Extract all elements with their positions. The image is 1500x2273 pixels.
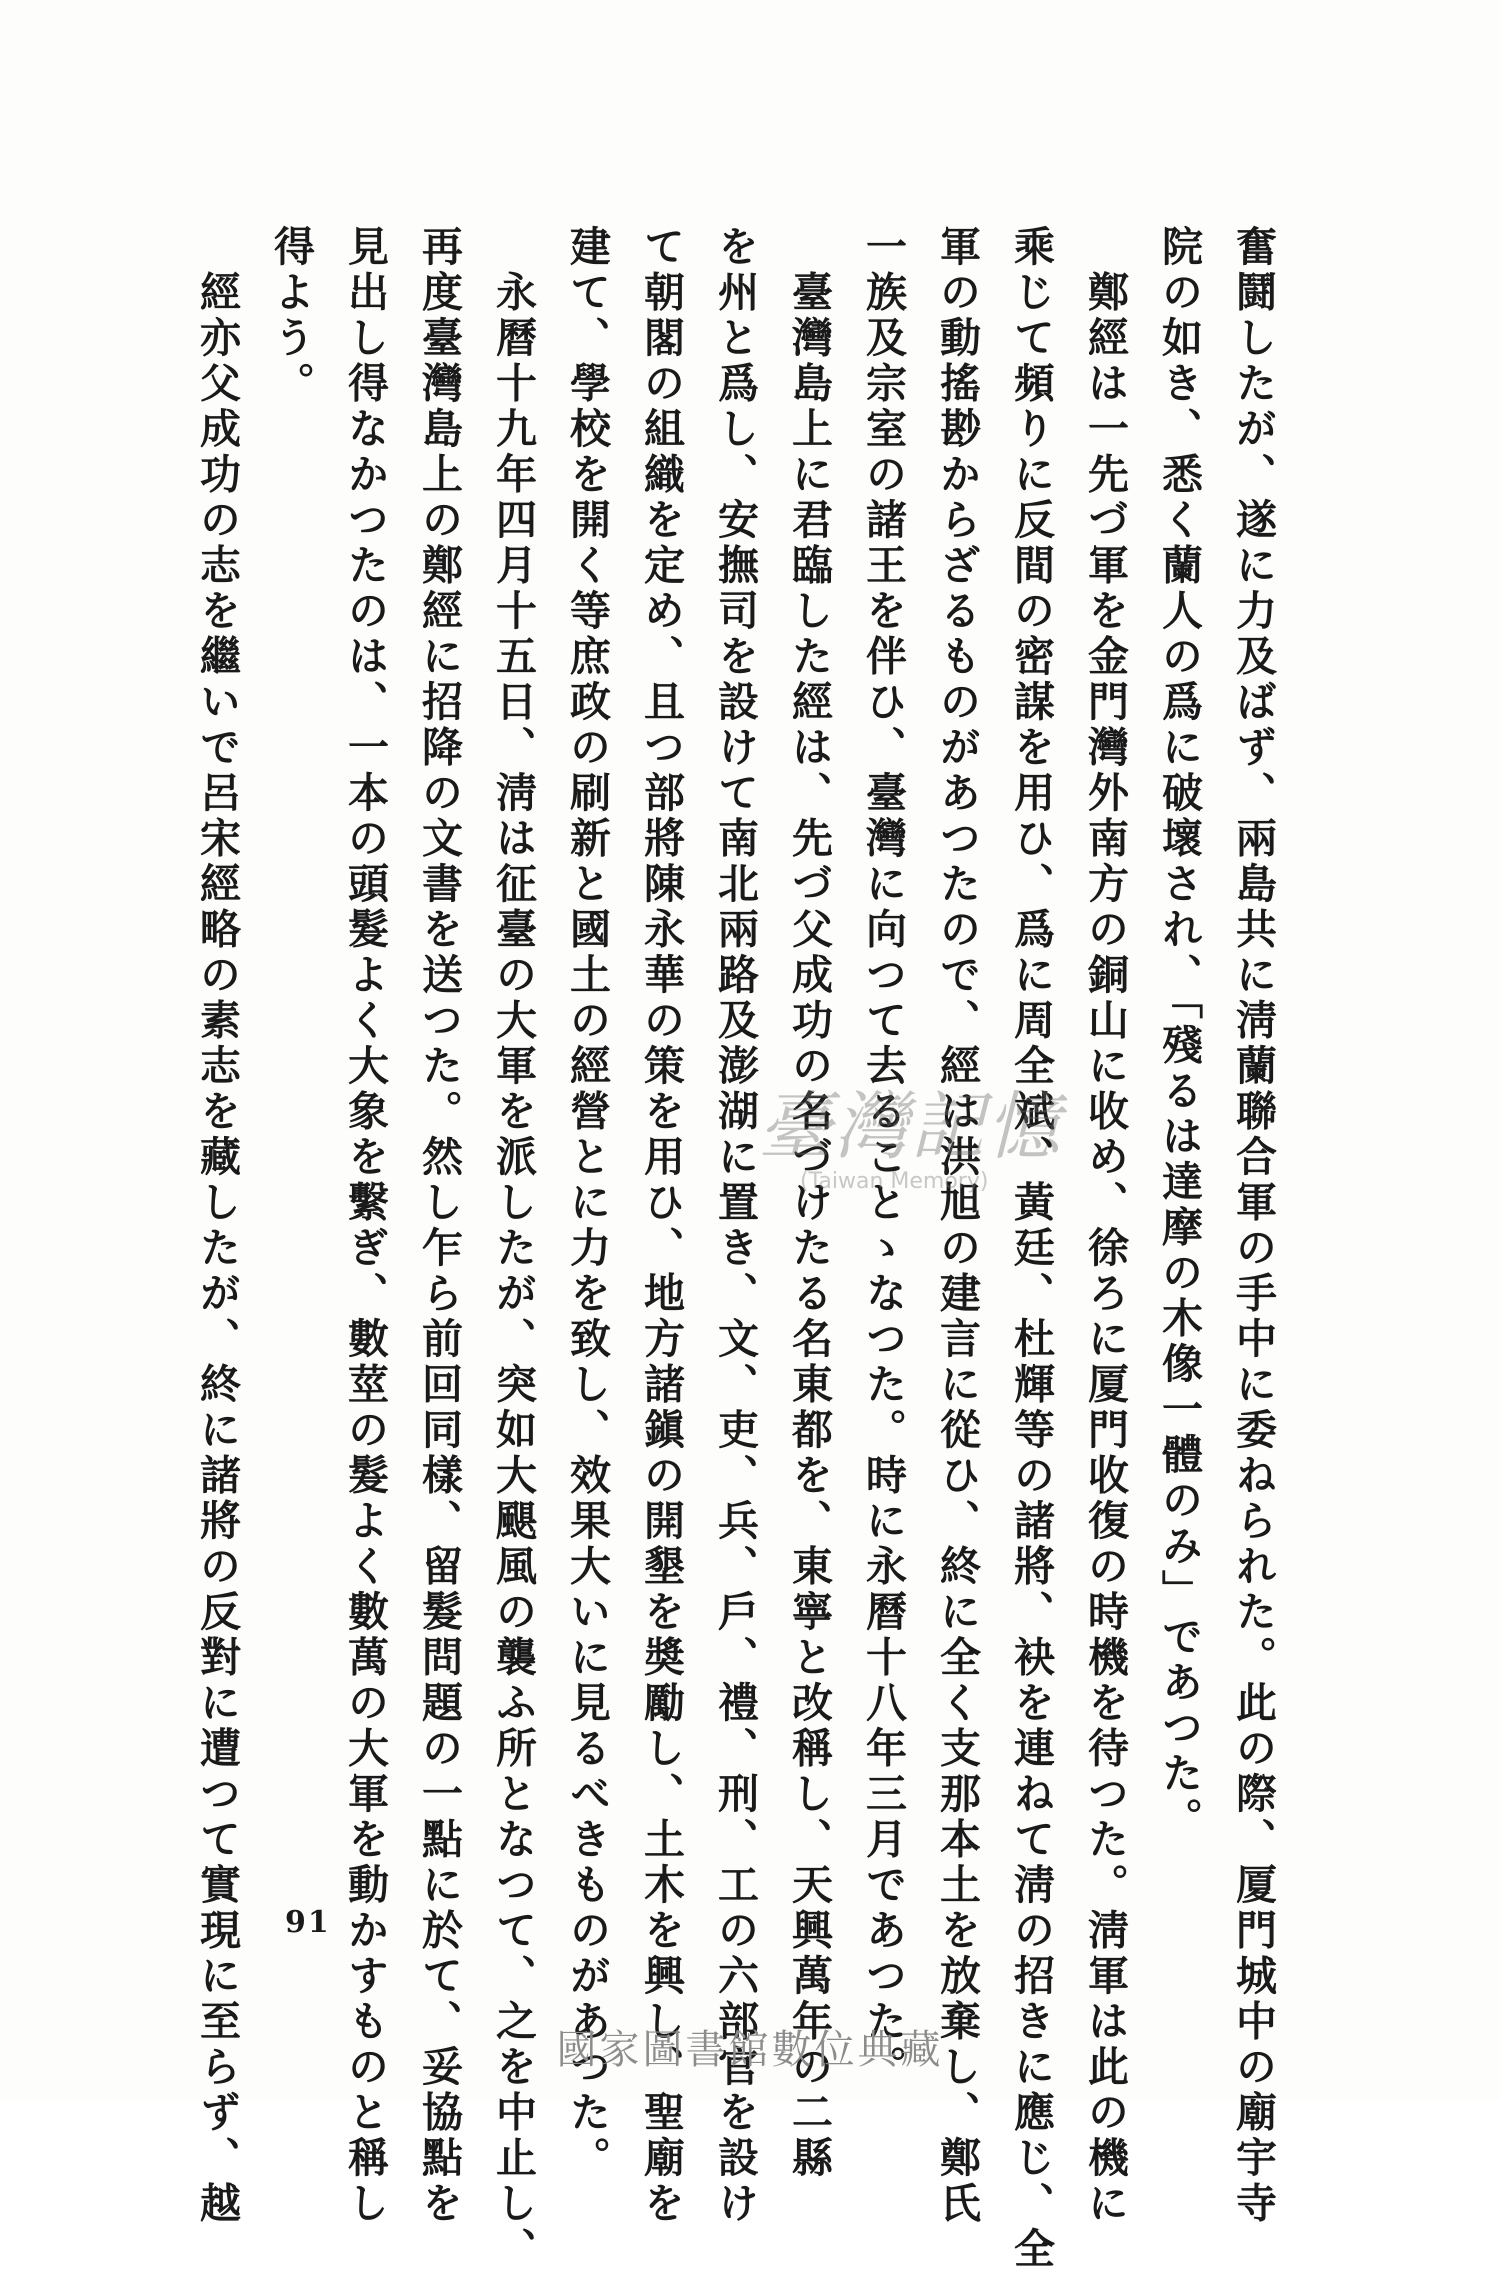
text-line-13: 見出し得なかつたのは、一本の頭髮よく大象を繫ぎ、數莖の髮よく數萬の大軍を動かすものと稱し [341, 225, 389, 2227]
text-line-5: 軍の動搖尠からざるものがあつたので、經は洪旭の建言に從ひ、終に全く支那本土を放棄し、鄭氏 [933, 225, 981, 2227]
text-line-10: 建て、學校を開く等庶政の刷新と國土の經營とに力を致し、效果大いに見るべきものがあつた。 [563, 225, 611, 2182]
text-line-1: 奮鬪したが、遂に力及ばず、兩島共に淸蘭聯合軍の手中に委ねられた。此の際、厦門城中の廟宇寺 [1229, 225, 1277, 2227]
text-line-6: 一族及宗室の諸王を伴ひ、臺灣に向つて去ることゝなつた。時に永曆十八年三月であつた。 [859, 225, 907, 2091]
text-line-8: を州と爲し、安撫司を設けて南北兩路及澎湖に置き、文、吏、兵、戶、禮、刑、工の六部官を設け [711, 225, 759, 2227]
watermark-logo-text: 臺灣記憶 [758, 1084, 1062, 1170]
text-line-4: 乘じて頻りに反間の密謀を用ひ、爲に周全斌、黃廷、杜輝等の諸將、袂を連ねて淸の招きに應じ、全 [1007, 225, 1055, 2273]
text-line-2: 院の如き、悉く蘭人の爲に破壞され、「殘るは達摩の木像一體のみ」であつた。 [1155, 225, 1203, 1843]
text-line-14: 得よう。 [267, 225, 315, 407]
text-line-12: 再度臺灣島上の鄭經に招降の文書を送つた。然し乍ら前回同樣、留髮問題の一點に於て、妥協點を [415, 225, 463, 2227]
watermark-subtitle: (Taiwan Memory) [800, 1169, 989, 1194]
text-line-11: 永曆十九年四月十五日、淸は征臺の大軍を派したが、突如大颶風の襲ふ所となつて、之を中止し、 [489, 225, 537, 2273]
text-line-7: 臺灣島上に君臨した經は、先づ父成功の名づけたる名東都を、東寧と改稱し、天興萬年の二縣 [785, 225, 833, 2182]
text-line-15: 經亦父成功の志を繼いで呂宋經略の素志を藏したが、終に諸將の反對に遭つて實現に至らず、越 [193, 225, 241, 2227]
page-number: 91 [285, 1905, 331, 1940]
text-line-9: て朝閣の組織を定め、且つ部將陳永華の策を用ひ、地方諸鎭の開墾を奬勵し、土木を興し、聖廟を [637, 225, 685, 2227]
text-line-3: 鄭經は一先づ軍を金門灣外南方の銅山に收め、徐ろに厦門收復の時機を待つた。淸軍は此の機に [1081, 225, 1129, 2227]
footer-credit: 國家圖書館數位典藏 [556, 2027, 944, 2073]
